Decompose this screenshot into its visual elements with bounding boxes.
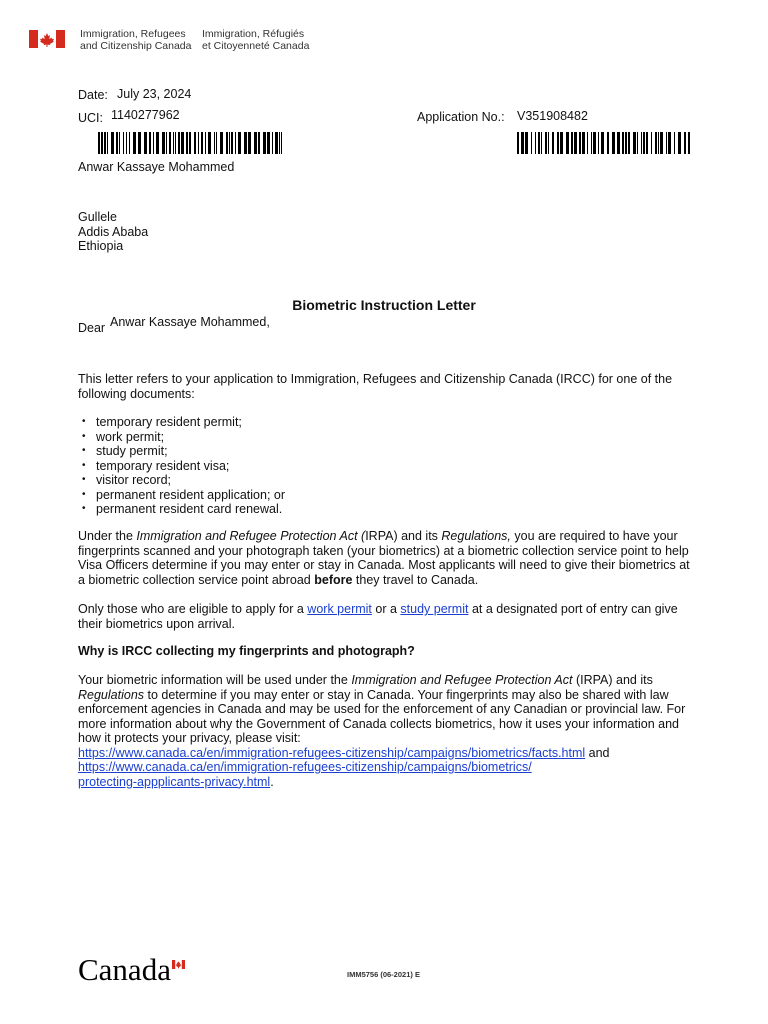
biometrics-use-paragraph: Your biometric information will be used under the Immigration and Refugee Protection Act (IRPA) and its Regulations to determine if you may enter or stay in Canada. Your fingerprints may also be shared with law enforcement agencies in Canada and may be used for the enforcement of any Canadian or provincial law. For more information about why the Government of Canada collects biometrics, how it uses your information and how it protects your privacy, please visit: https://www.canada.ca/en/immigration-refugees-citizenship/campaigns/biometrics/facts.html and https://www.canada.ca/en/immigration-refugees-citizenship/campaigns/biometrics/ protecting-appplicants-privacy.html. (78, 673, 686, 789)
biometrics-facts-link[interactable]: https://www.canada.ca/en/immigration-refugees-citizenship/campaigns/biometrics/facts.html (78, 745, 586, 760)
list-item: • temporary resident visa; (78, 459, 478, 474)
intro-paragraph: This letter refers to your application to Immigration, Refugees and Citizenship Canada (IRCC) for one of the following documents: (78, 372, 673, 401)
salutation-name: Anwar Kassaye Mohammed, (110, 315, 270, 329)
salutation-word: Dear (78, 321, 106, 335)
barcode-bar (282, 132, 284, 154)
date-label: Date: (78, 88, 108, 102)
privacy-link[interactable]: https://www.canada.ca/en/immigration-refugees-citizenship/campaigns/biometrics/ protecting-appplicants-privacy.html (78, 760, 532, 789)
list-item: • visitor record; (78, 473, 478, 488)
biometrics-requirement-paragraph: Under the Immigration and Refugee Protection Act (IRPA) and its Regulations, you are required to have your fingerprints scanned and your photograph taken (your biometrics) at a biometric collection service point to help Visa Officers determine if you may enter or stay in Canada. Most applicants will need to give their biometrics at a biometric collection service point abroad before they travel to Canada. (78, 529, 690, 587)
section-heading: Why is IRCC collecting my fingerprints and photograph? (78, 644, 415, 658)
wordmark-flag-icon (172, 956, 185, 965)
list-item: • permanent resident application; or (78, 488, 478, 503)
department-name-english: Immigration, Refugees and Citizenship Canada (80, 28, 192, 52)
port-of-entry-paragraph: Only those who are eligible to apply for a work permit or a study permit at a designated port of entry can give their biometrics upon arrival. (78, 602, 678, 631)
address-line: Ethiopia (78, 239, 124, 253)
work-permit-link[interactable]: work permit (307, 602, 372, 616)
barcode-bar (688, 132, 690, 154)
list-item: • permanent resident card renewal. (78, 502, 478, 517)
list-item: • temporary resident permit; (78, 415, 478, 430)
list-item: • study permit; (78, 444, 478, 459)
department-name-french: Immigration, Réfugiés et Citoyenneté Canada (202, 28, 310, 52)
uci-barcode (98, 132, 284, 154)
address-line: Gullele (78, 210, 117, 224)
uci-value: 1140277962 (111, 108, 180, 122)
date-value: July 23, 2024 (117, 87, 192, 101)
application-number-label: Application No.: (417, 110, 505, 124)
list-item: • work permit; (78, 430, 478, 445)
canada-wordmark: Canada (78, 952, 171, 987)
recipient-name: Anwar Kassaye Mohammed (78, 160, 235, 174)
uci-label: UCI: (78, 111, 103, 125)
address-line: Addis Ababa (78, 224, 149, 239)
canada-flag-icon (29, 30, 65, 48)
letter-title: Biometric Instruction Letter (292, 297, 476, 313)
form-code: IMM5756 (06-2021) E (347, 970, 420, 979)
application-number-value: V351908482 (517, 109, 588, 123)
study-permit-link[interactable]: study permit (400, 602, 469, 616)
recipient-address (78, 210, 148, 254)
application-barcode (517, 132, 690, 154)
documents-list (78, 415, 478, 517)
